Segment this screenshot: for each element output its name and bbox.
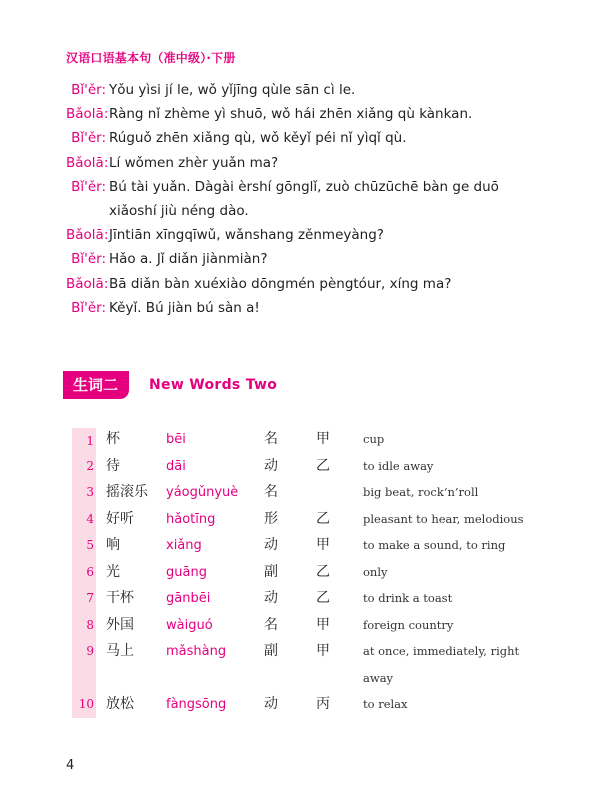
vocab-pinyin: xiǎng	[166, 538, 202, 553]
vocab-row	[72, 479, 552, 506]
speech-text: Yǒu yìsi jí le, wǒ yǐjīng qùle sān cì le.	[109, 82, 356, 98]
speech-text: Bú tài yuǎn. Dàgài èrshí gōnglǐ, zuò chūzūchē bàn ge duō xiǎoshí jiù néng dào.	[109, 178, 499, 220]
vocab-hanzi: 好听	[106, 510, 134, 527]
vocab-number: 3	[72, 479, 96, 506]
speech-text: Kěyǐ. Bú jiàn bú sàn a!	[109, 299, 260, 316]
vocab-number: 9	[72, 638, 96, 691]
vocab-row	[72, 453, 552, 480]
vocab-number: 4	[72, 506, 96, 533]
vocab-meaning: cup	[363, 432, 385, 446]
speaker-name: Bǐ'ěr:	[71, 251, 106, 268]
vocab-pinyin: bēi	[166, 432, 186, 447]
vocab-hanzi: 放松	[106, 696, 134, 712]
vocab-pinyin: fàngsōng	[166, 697, 227, 712]
vocab-hanzi: 摇滚乐	[106, 484, 148, 500]
page-number: 4	[66, 758, 75, 773]
vocab-row	[72, 585, 552, 612]
dialogue-line	[66, 247, 546, 271]
vocab-part-of-speech: 动	[264, 537, 278, 553]
vocab-number: 10	[72, 691, 96, 718]
vocab-meaning: only	[363, 564, 388, 579]
vocab-number: 6	[72, 559, 96, 586]
vocab-meaning: foreign country	[363, 617, 454, 632]
vocab-hanzi: 杯	[106, 431, 120, 447]
dialogue	[66, 78, 546, 320]
vocab-meaning: to drink a toast	[363, 591, 453, 605]
speaker-name: Bǐ'ěr:	[71, 178, 106, 195]
vocab-meaning: at once, immediately, right away	[363, 644, 520, 685]
vocabulary-table	[72, 426, 552, 718]
vocab-pinyin: gānbēi	[166, 591, 211, 606]
vocab-pinyin: yáogǔnyuè	[166, 485, 239, 500]
vocab-number: 2	[72, 453, 96, 480]
vocab-part-of-speech: 形	[264, 510, 278, 527]
speaker-name: Bǎolā:	[66, 154, 109, 171]
vocab-hanzi: 待	[106, 457, 120, 474]
vocab-part-of-speech: 名	[264, 431, 278, 447]
vocab-pinyin: mǎshàng	[166, 644, 227, 659]
dialogue-line	[66, 78, 546, 102]
vocab-hanzi: 外国	[106, 616, 134, 633]
vocab-level: 甲	[316, 537, 330, 553]
vocab-row	[72, 559, 552, 586]
vocab-level: 乙	[316, 510, 330, 527]
vocab-part-of-speech: 名	[264, 616, 278, 633]
vocab-part-of-speech: 副	[264, 643, 278, 659]
vocab-hanzi: 响	[106, 537, 120, 553]
vocab-meaning: to relax	[363, 697, 408, 711]
dialogue-line	[66, 296, 546, 320]
vocab-hanzi: 干杯	[106, 590, 134, 606]
vocab-pinyin: hǎotīng	[166, 511, 216, 527]
vocab-level: 丙	[316, 696, 330, 712]
speaker-name: Bǎolā:	[66, 106, 109, 123]
speech-text: Rúguǒ zhēn xiǎng qù, wǒ kěyǐ péi nǐ yìqǐ qù.	[109, 130, 407, 147]
vocab-number: 5	[72, 532, 96, 559]
dialogue-line	[66, 151, 546, 175]
vocab-meaning: to make a sound, to ring	[363, 538, 506, 552]
section-title: New Words Two	[149, 377, 278, 393]
speaker-name: Bǐ'ěr:	[71, 299, 106, 316]
speech-text: Lí wǒmen zhèr yuǎn ma?	[109, 154, 279, 171]
vocab-hanzi: 光	[106, 563, 120, 580]
vocab-level: 乙	[316, 457, 330, 474]
vocab-row	[72, 506, 552, 533]
vocab-meaning: pleasant to hear, melodious	[363, 511, 524, 526]
vocab-row	[72, 532, 552, 559]
vocab-hanzi: 马上	[106, 643, 134, 659]
speech-text: Bā diǎn bàn xuéxiào dōngmén pèngtóur, xíng ma?	[109, 275, 452, 292]
vocab-pinyin: guāng	[166, 564, 207, 580]
speaker-name: Bǐ'ěr:	[71, 130, 106, 147]
speech-text: Jīntiān xīngqīwǔ, wǎnshang zěnmeyàng?	[109, 227, 384, 244]
speech-text: Hǎo a. Jǐ diǎn jiànmiàn?	[109, 251, 268, 268]
dialogue-line	[66, 126, 546, 150]
vocab-part-of-speech: 动	[264, 457, 278, 474]
speaker-name: Bǐ'ěr:	[71, 82, 106, 98]
vocab-level: 甲	[316, 431, 330, 447]
vocab-row	[72, 691, 552, 718]
vocab-part-of-speech: 动	[264, 590, 278, 606]
dialogue-line	[66, 272, 546, 296]
section-tab-label: 生词二	[63, 371, 129, 399]
vocab-number: 8	[72, 612, 96, 639]
speech-text: Ràng nǐ zhème yì shuō, wǒ hái zhēn xiǎng qù kànkan.	[109, 106, 473, 123]
vocab-level: 乙	[316, 563, 330, 580]
running-header: 汉语口语基本句（准中级）·下册	[66, 51, 236, 65]
vocab-part-of-speech: 动	[264, 696, 278, 712]
dialogue-line	[66, 102, 546, 126]
vocab-level: 甲	[316, 643, 330, 659]
vocab-row	[72, 638, 552, 691]
dialogue-line	[66, 175, 546, 223]
vocab-number: 7	[72, 585, 96, 612]
vocab-number: 1	[72, 428, 96, 453]
vocab-row	[72, 426, 552, 453]
vocab-part-of-speech: 名	[264, 484, 278, 500]
speaker-name: Bǎolā:	[66, 275, 109, 292]
vocab-meaning: to idle away	[363, 458, 434, 473]
section-heading	[63, 370, 277, 400]
vocab-pinyin: dāi	[166, 458, 186, 474]
vocab-level: 甲	[316, 616, 330, 633]
vocab-level: 乙	[316, 590, 330, 606]
speaker-name: Bǎolā:	[66, 227, 109, 244]
vocab-part-of-speech: 副	[264, 563, 278, 580]
vocab-pinyin: wàiguó	[166, 617, 213, 633]
dialogue-line	[66, 223, 546, 247]
vocab-row	[72, 612, 552, 639]
vocab-meaning: big beat, rock‘n’roll	[363, 485, 479, 499]
